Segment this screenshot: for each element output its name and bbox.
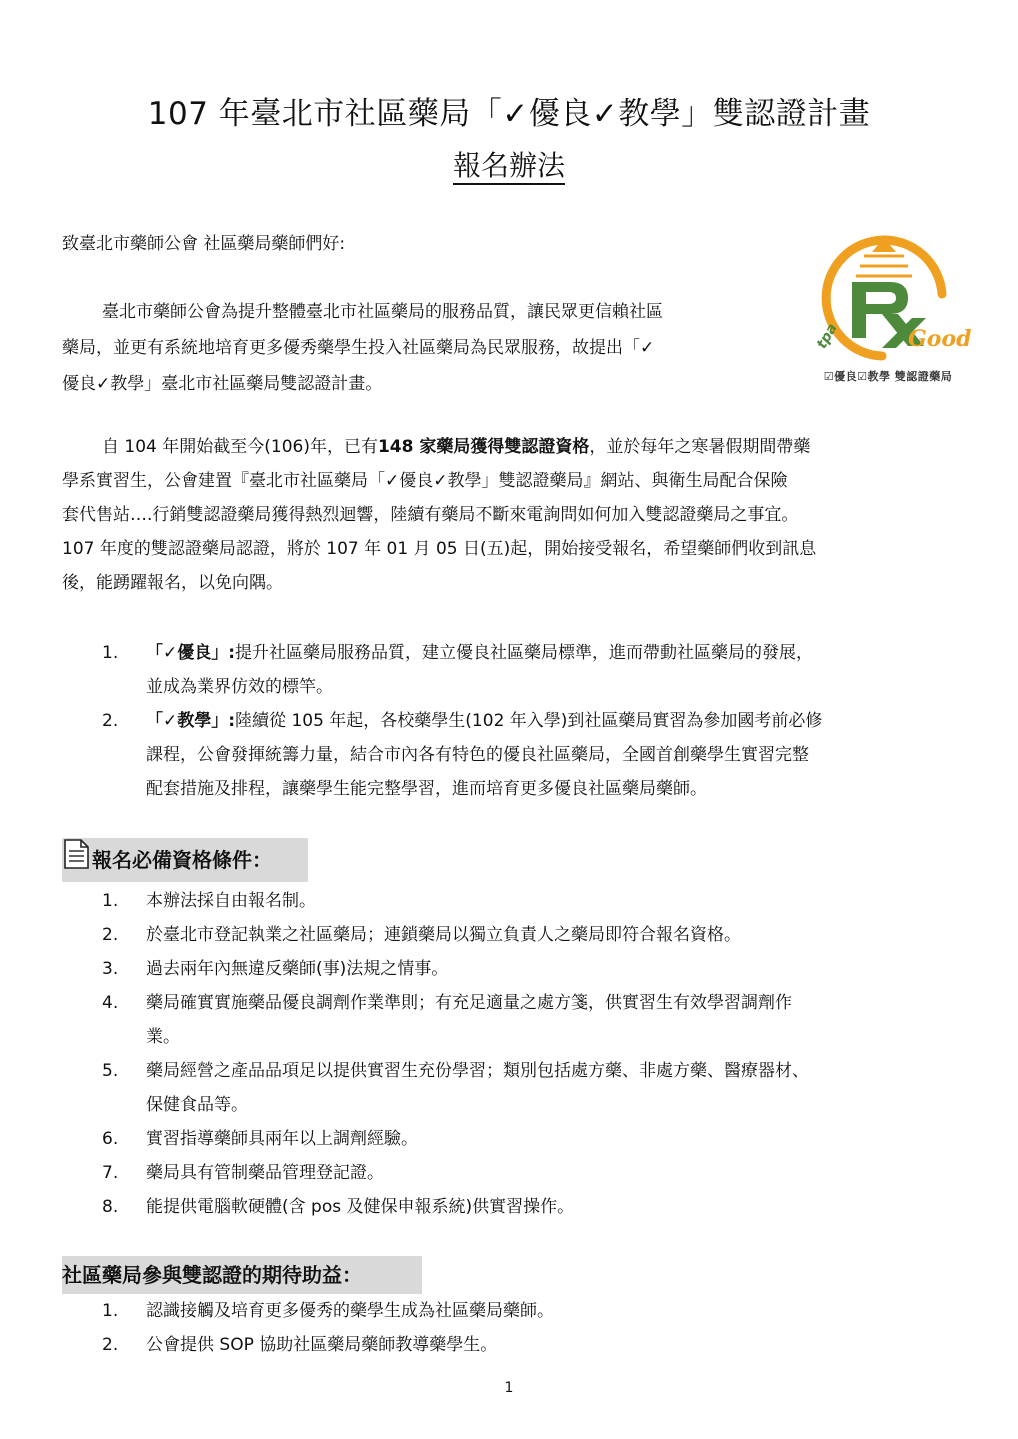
list-item <box>0 952 1018 986</box>
list-item <box>0 1122 1018 1156</box>
list-item <box>0 884 1018 918</box>
list-number: 2. <box>102 711 119 731</box>
list-item <box>0 1054 1018 1088</box>
highlight-text: 148 家藥局獲得雙認證資格 <box>377 437 590 457</box>
logo-caption: ☑優良☑教學 雙認證藥局 <box>823 370 953 383</box>
logo-tpa-text: tpa <box>813 320 841 352</box>
list-number: 8. <box>102 1197 119 1217</box>
paragraph-line: 學系實習生，公會建置『臺北市社區藥局「✓優良✓教學」雙認證藥局』網站、與衛生局配合保險 <box>62 471 788 491</box>
list-text <box>146 704 822 738</box>
list-item-continuation <box>0 1088 1018 1122</box>
paragraph-text: 自 104 年開始截至今(106)年，已有 <box>102 437 378 457</box>
list-item <box>0 1328 1018 1362</box>
list-number: 1. <box>102 891 119 911</box>
certification-list <box>0 636 1018 806</box>
document-subtitle <box>0 146 1018 186</box>
paragraph-line: 臺北市藥師公會為提升整體臺北市社區藥局的服務品質，讓民眾更信賴社區 <box>102 302 663 322</box>
section-heading-text: 社區藥局參與雙認證的期待助益： <box>62 1263 362 1287</box>
list-number: 2. <box>102 1335 119 1355</box>
benefits-list <box>0 1294 1018 1362</box>
list-line: 過去兩年內無違反藥師(事)法規之情事。 <box>146 959 449 979</box>
list-number: 2. <box>102 925 119 945</box>
list-line: 實習指導藥師具兩年以上調劑經驗。 <box>146 1129 418 1149</box>
logo-graphic <box>812 234 972 368</box>
list-line: 藥局確實實施藥品優良調劑作業準則；有充足適量之處方箋，供實習生有效學習調劑作 <box>146 993 792 1013</box>
list-line: 能提供電腦軟硬體(含 pos 及健保申報系統)供實習操作。 <box>146 1197 575 1217</box>
list-item-continuation <box>0 738 1018 772</box>
history-paragraph <box>62 430 962 600</box>
section-heading-benefits <box>62 1256 422 1294</box>
subtitle-text: 報名辦法 <box>453 149 565 185</box>
list-line: 保健食品等。 <box>146 1095 248 1115</box>
list-line: 本辦法採自由報名制。 <box>146 891 316 911</box>
list-line: 陸續從 105 年起，各校藥學生(102 年入學)到社區藥局實習為參加國考前必修 <box>235 711 823 731</box>
list-number: 5. <box>102 1061 119 1081</box>
list-line: 於臺北市登記執業之社區藥局；連鎖藥局以獨立負責人之藥局即符合報名資格。 <box>146 925 741 945</box>
list-item <box>0 1190 1018 1224</box>
list-item <box>0 1156 1018 1190</box>
list-item <box>0 1294 1018 1328</box>
list-line: 並成為業界仿效的標竿。 <box>146 677 333 697</box>
list-number: 4. <box>102 993 119 1013</box>
list-line: 藥局具有管制藥品管理登記證。 <box>146 1163 384 1183</box>
list-item <box>0 918 1018 952</box>
list-number: 1. <box>102 1301 119 1321</box>
list-item-continuation <box>0 772 1018 806</box>
list-item <box>0 636 1018 670</box>
paragraph-line: 藥局，並更有系統地培育更多優秀藥學生投入社區藥局為民眾服務，故提出「✓ <box>62 338 655 358</box>
eligibility-list <box>0 884 1018 1224</box>
list-item <box>0 704 1018 738</box>
list-item-continuation <box>0 1020 1018 1054</box>
list-number: 7. <box>102 1163 119 1183</box>
document-icon <box>62 838 90 885</box>
list-line: 課程，公會發揮統籌力量，結合市內各有特色的優良社區藥局，全國首創藥學生實習完整 <box>146 745 809 765</box>
logo-good-text: Good <box>908 326 972 352</box>
list-item-title: 「✓優良」: <box>146 643 236 663</box>
paragraph-line: 後，能踴躍報名，以免向隅。 <box>62 573 283 593</box>
rx-good-logo <box>812 234 972 390</box>
paragraph-line: 套代售站….行銷雙認證藥局獲得熱烈迴響，陸續有藥局不斷來電詢問如何加入雙認證藥局之事宜。 <box>62 505 799 525</box>
page-number: 1 <box>504 1380 514 1396</box>
intro-paragraph <box>62 294 790 402</box>
list-line: 公會提供 SOP 協助社區藥局藥師教導藥學生。 <box>146 1335 498 1355</box>
list-number: 6. <box>102 1129 119 1149</box>
list-line: 提升社區藥局服務品質，建立優良社區藥局標準，進而帶動社區藥局的發展， <box>235 643 814 663</box>
list-item-continuation <box>0 670 1018 704</box>
paragraph-line: 107 年度的雙認證藥局認證，將於 107 年 01 月 05 日(五)起，開始接受報名，希望藥師們收到訊息 <box>62 539 817 559</box>
list-text <box>146 636 813 670</box>
list-line: 認識接觸及培育更多優秀的藥學生成為社區藥局藥師。 <box>146 1301 554 1321</box>
list-number: 1. <box>102 643 119 663</box>
paragraph-line <box>62 430 962 464</box>
greeting: 致臺北市藥師公會 社區藥局藥師們好: <box>62 234 346 254</box>
list-item-title: 「✓教學」: <box>146 711 236 731</box>
section-heading-text: 報名必備資格條件： <box>92 848 272 872</box>
list-line: 配套措施及排程，讓藥學生能完整學習，進而培育更多優良社區藥局藥師。 <box>146 779 707 799</box>
list-item <box>0 986 1018 1020</box>
paragraph-line: 優良✓教學」臺北市社區藥局雙認證計畫。 <box>62 374 383 394</box>
list-number: 3. <box>102 959 119 979</box>
list-line: 藥局經營之產品品項足以提供實習生充份學習；類別包括處方藥、非處方藥、醫療器材、 <box>146 1061 809 1081</box>
section-heading-eligibility <box>62 838 308 882</box>
document-title: 107 年臺北市社區藥局「✓優良✓教學」雙認證計畫 <box>147 96 871 132</box>
list-line: 業。 <box>146 1027 180 1047</box>
paragraph-text: ，並於每年之寒暑假期間帶藥 <box>589 437 811 457</box>
